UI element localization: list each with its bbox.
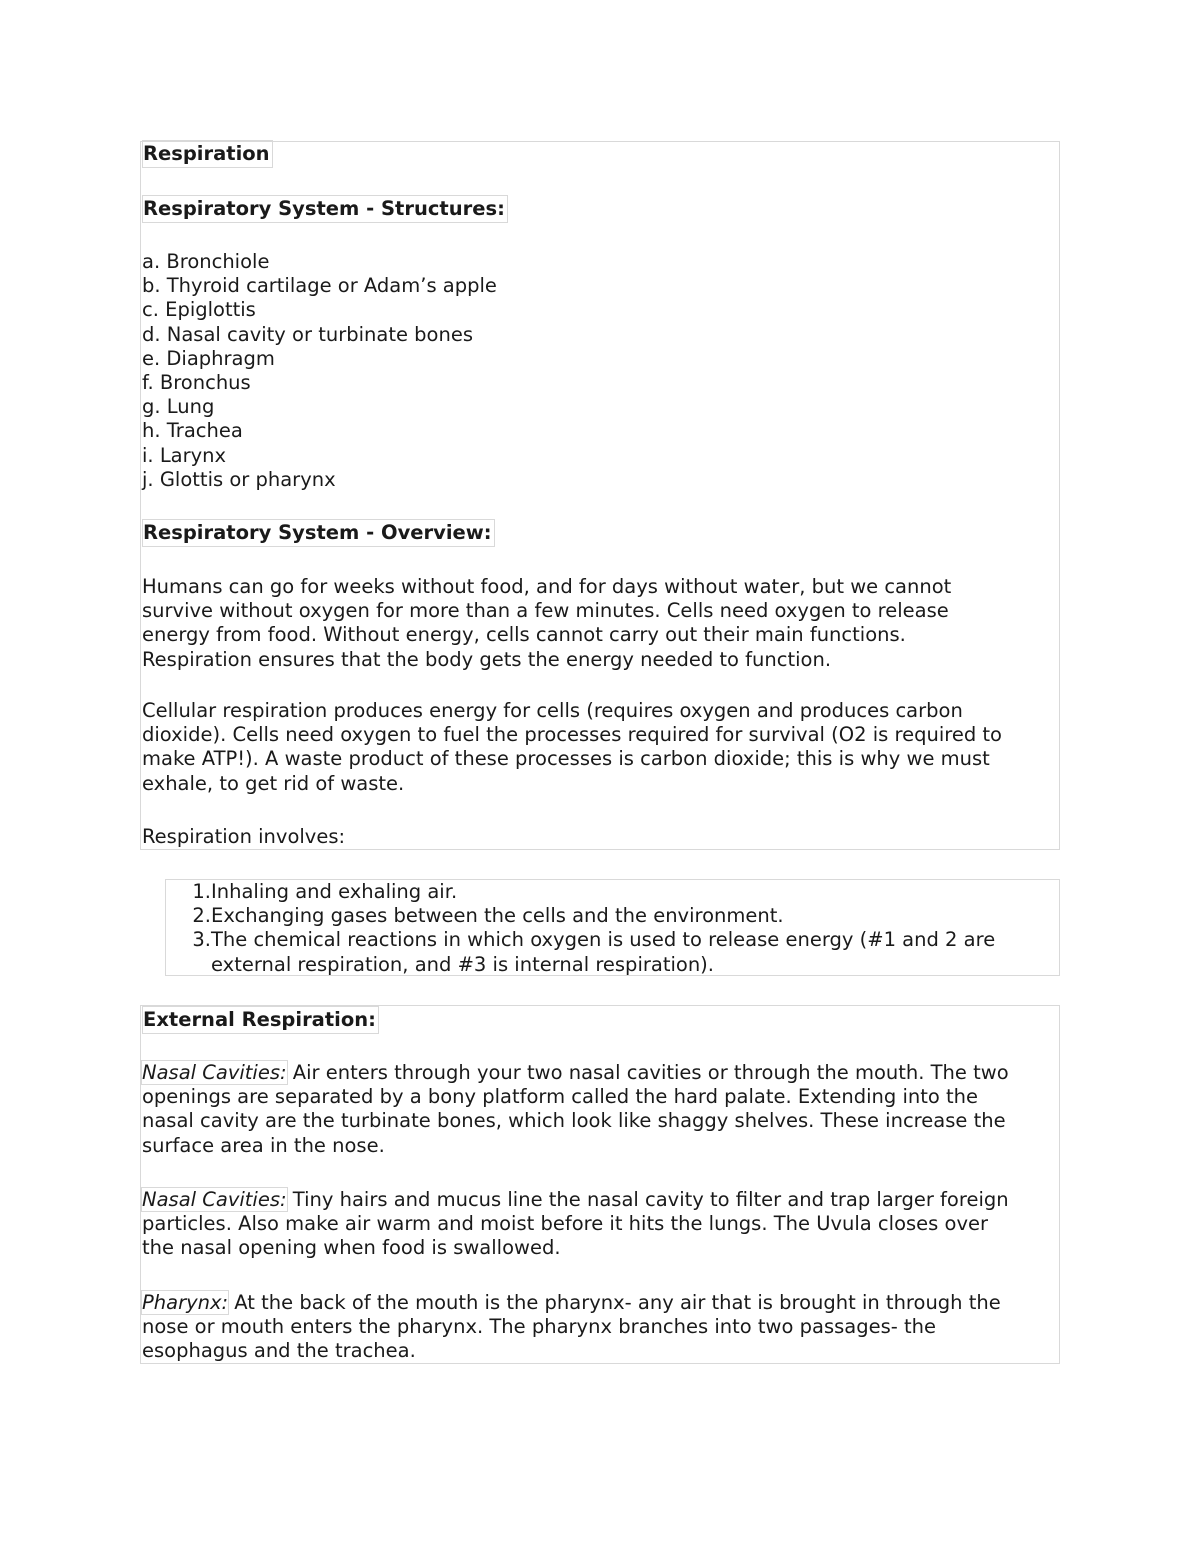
list-item — [167, 904, 1057, 928]
structure-item: f. Bronchus — [142, 371, 251, 395]
text-line: Humans can go for weeks without food, and for days without water, but we cannot — [142, 575, 952, 598]
structure-item: h. Trachea — [142, 419, 243, 443]
respiration-steps-list — [167, 880, 1057, 977]
structure-item: g. Lung — [142, 395, 215, 419]
text-line: surface area in the nose. — [142, 1133, 385, 1157]
structures-list — [142, 250, 1058, 492]
structure-item: d. Nasal cavity or turbinate bones — [142, 322, 473, 346]
list-number: 1. — [192, 880, 211, 903]
text-line: make ATP!). A waste product of these processes is carbon dioxide; this is why we must — [142, 747, 990, 771]
structure-item: b. Thyroid cartilage or Adam’s apple — [142, 274, 497, 298]
list-item — [167, 880, 1057, 904]
section-label: Nasal Cavities: — [142, 1188, 287, 1211]
structure-item: e. Diaphragm — [142, 346, 275, 370]
external-section-nasal-2 — [142, 1188, 1058, 1261]
text-line: dioxide). Cells need oxygen to fuel the processes required for survival (O2 is required to — [142, 723, 1002, 747]
structure-item: i. Larynx — [142, 443, 227, 467]
text-line: survive without oxygen for more than a few minutes. Cells need oxygen to release — [142, 599, 949, 623]
overview-heading: Respiratory System - Overview: — [142, 519, 495, 547]
page-title: Respiration — [142, 140, 273, 168]
respiration-involves-label: Respiration involves: — [142, 825, 346, 848]
text-line: exhale, to get rid of waste. — [142, 771, 405, 795]
text-line: openings are separated by a bony platform called the hard palate. Extending into the — [142, 1085, 979, 1109]
external-section-nasal-1 — [142, 1061, 1058, 1158]
list-number: 2. — [192, 904, 211, 928]
text-line: particles. Also make air warm and moist before it hits the lungs. The Uvula closes over — [142, 1212, 989, 1236]
structure-item: j. Glottis or pharynx — [142, 467, 336, 491]
text-line: energy from food. Without energy, cells cannot carry out their main functions. — [142, 623, 906, 647]
text-line: Air enters through your two nasal cavities or through the mouth. The two — [286, 1061, 1009, 1084]
list-number: 3. — [192, 928, 211, 952]
section-label: Nasal Cavities: — [142, 1061, 287, 1084]
overview-paragraph-1 — [142, 575, 1058, 672]
list-item — [167, 928, 1057, 976]
text-line: nasal cavity are the turbinate bones, which look like shaggy shelves. These increase the — [142, 1109, 1006, 1133]
external-respiration-heading: External Respiration: — [142, 1006, 379, 1034]
structure-item: c. Epiglottis — [142, 298, 256, 322]
list-text: Exchanging gases between the cells and the environment. — [211, 904, 784, 928]
list-text: Inhaling and exhaling air. — [211, 880, 458, 903]
structures-heading: Respiratory System - Structures: — [142, 195, 508, 223]
text-line: Cellular respiration produces energy for cells (requires oxygen and produces carbon — [142, 699, 963, 722]
overview-paragraph-2 — [142, 699, 1058, 796]
text-line: Respiration ensures that the body gets the energy needed to function. — [142, 647, 832, 671]
text-line: esophagus and the trachea. — [142, 1339, 416, 1363]
list-text: external respiration, and #3 is internal respiration). — [211, 952, 714, 976]
text-line: nose or mouth enters the pharynx. The pharynx branches into two passages- the — [142, 1315, 936, 1339]
text-line: the nasal opening when food is swallowed. — [142, 1236, 561, 1260]
text-line: Tiny hairs and mucus line the nasal cavity to filter and trap larger foreign — [286, 1188, 1009, 1211]
structure-item: a. Bronchiole — [142, 250, 270, 273]
text-line: At the back of the mouth is the pharynx- any air that is brought in through the — [228, 1291, 1001, 1314]
list-text: The chemical reactions in which oxygen is used to release energy (#1 and 2 are — [211, 928, 996, 952]
external-section-pharynx — [142, 1291, 1058, 1364]
section-label: Pharynx: — [142, 1291, 229, 1314]
